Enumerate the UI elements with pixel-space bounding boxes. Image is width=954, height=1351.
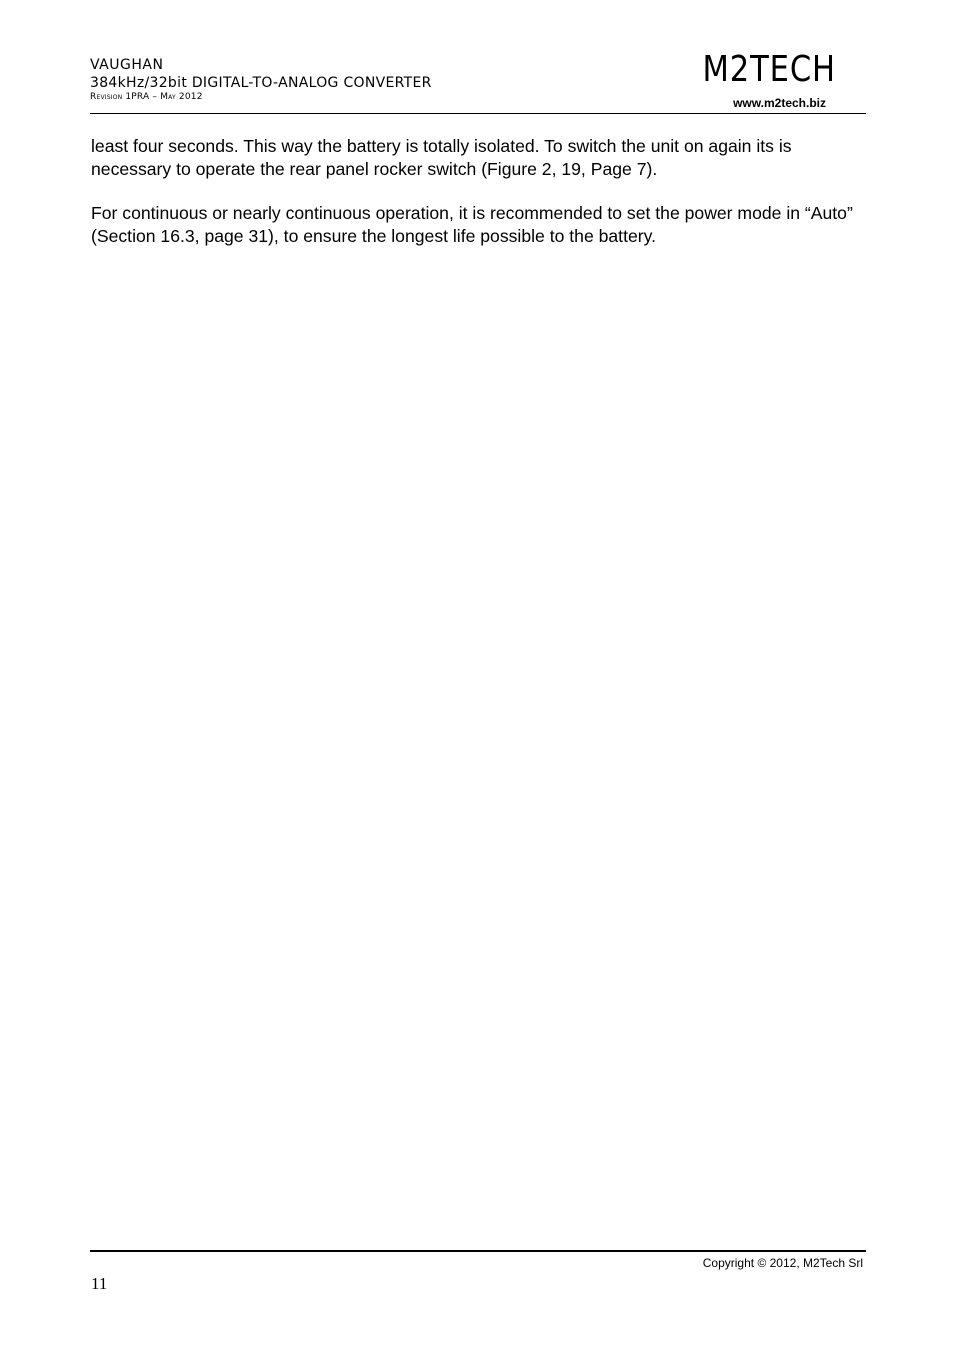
product-description: 384kHz/32bit DIGITAL-TO-ANALOG CONVERTER — [90, 75, 432, 91]
page-number: 11 — [91, 1274, 108, 1293]
product-name: VAUGHAN — [90, 57, 164, 73]
footer-divider — [90, 1250, 866, 1252]
page-header — [90, 49, 866, 114]
website-link[interactable]: www.m2tech.biz — [733, 96, 826, 110]
header-divider — [90, 113, 866, 114]
revision-info: Revision 1PRA – May 2012 — [90, 92, 203, 102]
body-paragraph: least four seconds. This way the battery is totally isolated. To switch the unit on again its is necessary to operate the rear panel rocker switch (Figure 2, 19, Page 7). — [91, 136, 792, 179]
copyright-notice: Copyright © 2012, M2Tech Srl — [702, 1256, 863, 1270]
header-product-info — [90, 56, 432, 103]
body-paragraph: For continuous or nearly continuous operation, it is recommended to set the power mode in “Auto” (Section 16.3, page 31), to ensure the longest life possible to the battery. — [91, 203, 853, 246]
page-body — [91, 135, 866, 269]
company-logo: M2TECH — [702, 49, 836, 90]
